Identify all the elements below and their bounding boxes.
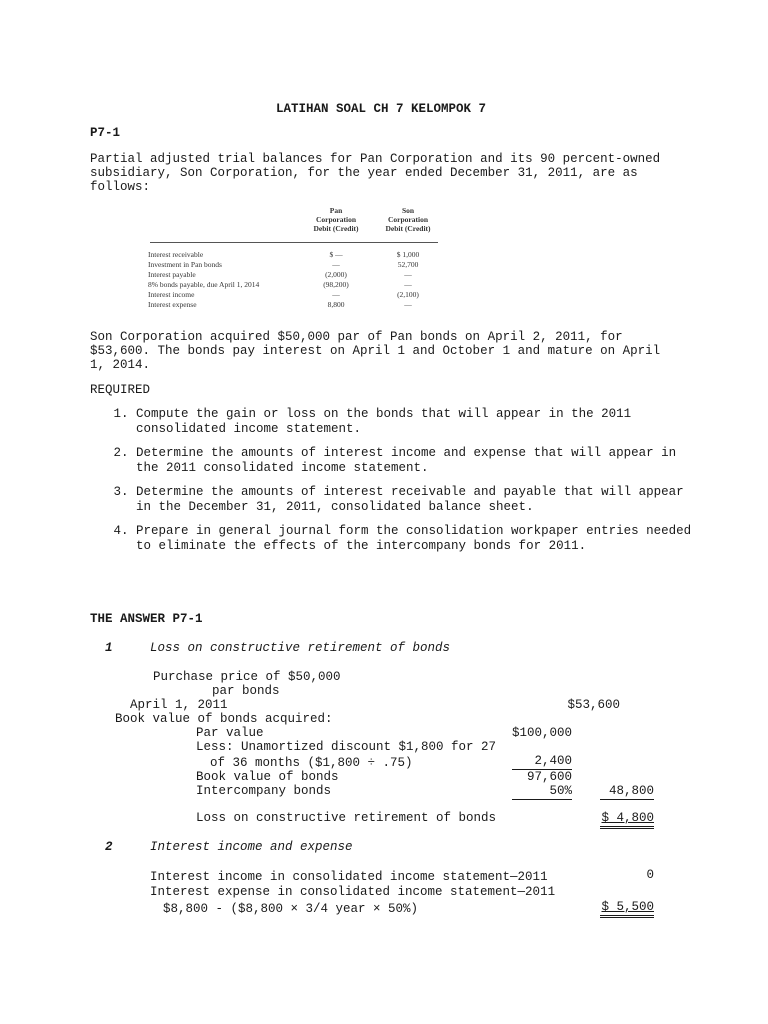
less-discount-line-2: of 36 months ($1,800 ÷ .75) [210, 756, 413, 770]
row-label: Interest payable [148, 270, 196, 279]
intro-line-3: follows: [90, 180, 151, 194]
table-row [148, 280, 438, 290]
pan-value: (98,200) [323, 280, 349, 289]
loss-label: Loss on constructive retirement of bonds [196, 811, 497, 825]
required-list [112, 407, 696, 563]
para2-line-2: $53,600. The bonds pay interest on April 1 and October 1 and mature on April [90, 344, 661, 358]
interest-income-label: Interest income in consolidated income statement—2011 [150, 870, 548, 884]
pan-value: — [332, 260, 340, 269]
book-value-of-bonds-amount: 97,600 [526, 770, 572, 784]
row-label: Interest receivable [148, 250, 204, 259]
pan-value: — [332, 290, 340, 299]
table-row [148, 250, 438, 260]
row-label: 8% bonds payable, due April 1, 2014 [148, 280, 260, 289]
problem-label: P7-1 [90, 126, 121, 140]
less-discount-line-1: Less: Unamortized discount $1,800 for 27 [196, 740, 497, 754]
purchase-line-1: Purchase price of $50,000 [153, 670, 341, 684]
son-value: — [404, 280, 412, 289]
book-value-label: Book value of bonds acquired: [115, 712, 333, 726]
document-title: LATIHAN SOAL CH 7 KELOMPOK 7 [276, 102, 487, 116]
son-column-header: Son Corporation Debit (Credit) [385, 206, 431, 233]
son-value: — [404, 300, 412, 309]
intercompany-percent: 50% [512, 784, 572, 800]
section-1-number: 1 [105, 641, 113, 655]
required-item: 1. Compute the gain or loss on the bonds that will appear in the 2011 consolidated income statement. [136, 407, 696, 436]
pan-value: (2,000) [325, 270, 347, 279]
purchase-line-2: par bonds [212, 684, 280, 698]
section-1-heading: Loss on constructive retirement of bonds [150, 641, 451, 655]
required-item: 4. Prepare in general journal form the consolidation workpaper entries needed to eliminate the effects of the intercompany bonds for 2011. [136, 524, 696, 553]
par-value-amount: $100,000 [511, 726, 572, 740]
required-item: 3. Determine the amounts of interest receivable and payable that will appear in the December 31, 2011, consolidated balance sheet. [136, 485, 696, 514]
table-row [148, 270, 438, 280]
row-label: Interest income [148, 290, 195, 299]
pan-value: 8,800 [327, 300, 345, 309]
discount-amount: 2,400 [512, 754, 572, 770]
section-2-number: 2 [105, 840, 113, 854]
required-item: 2. Determine the amounts of interest income and expense that will appear in the 2011 consolidated income statement. [136, 446, 696, 475]
table-row [148, 300, 438, 310]
trial-balance-table [148, 206, 440, 316]
para2-line-1: Son Corporation acquired $50,000 par of Pan bonds on April 2, 2011, for [90, 330, 623, 344]
intercompany-amount: 48,800 [600, 784, 654, 800]
pan-value: $ — [329, 250, 343, 259]
interest-calc-label: $8,800 - ($8,800 × 3/4 year × 50%) [163, 902, 419, 916]
son-value: $ 1,000 [396, 250, 420, 259]
son-value: — [404, 270, 412, 279]
header-rule [150, 242, 438, 243]
intro-line-1: Partial adjusted trial balances for Pan Corporation and its 90 percent-owned [90, 152, 661, 166]
par-value-label: Par value [196, 726, 264, 740]
son-value: (2,100) [397, 290, 419, 299]
row-label: Investment in Pan bonds [148, 260, 222, 269]
intro-line-2: subsidiary, Son Corporation, for the year ended December 31, 2011, are as [90, 166, 638, 180]
row-label: Interest expense [148, 300, 197, 309]
section-2-heading: Interest income and expense [150, 840, 353, 854]
purchase-line-3: April 1, 2011 [130, 698, 228, 712]
interest-expense-label: Interest expense in consolidated income statement—2011 [150, 885, 556, 899]
purchase-amount: $53,600 [567, 698, 620, 712]
interest-expense-amount: $ 5,500 [600, 900, 654, 918]
loss-amount: $ 4,800 [600, 811, 654, 829]
interest-income-amount: 0 [646, 868, 654, 882]
table-row [148, 260, 438, 270]
para2-line-3: 1, 2014. [90, 358, 151, 372]
table-row [148, 290, 438, 300]
intercompany-bonds-label: Intercompany bonds [196, 784, 332, 798]
required-label: REQUIRED [90, 383, 151, 397]
pan-column-header: Pan Corporation Debit (Credit) [313, 206, 359, 233]
answer-label: THE ANSWER P7-1 [90, 612, 203, 626]
son-value: 52,700 [397, 260, 419, 269]
book-value-of-bonds-label: Book value of bonds [196, 770, 339, 784]
